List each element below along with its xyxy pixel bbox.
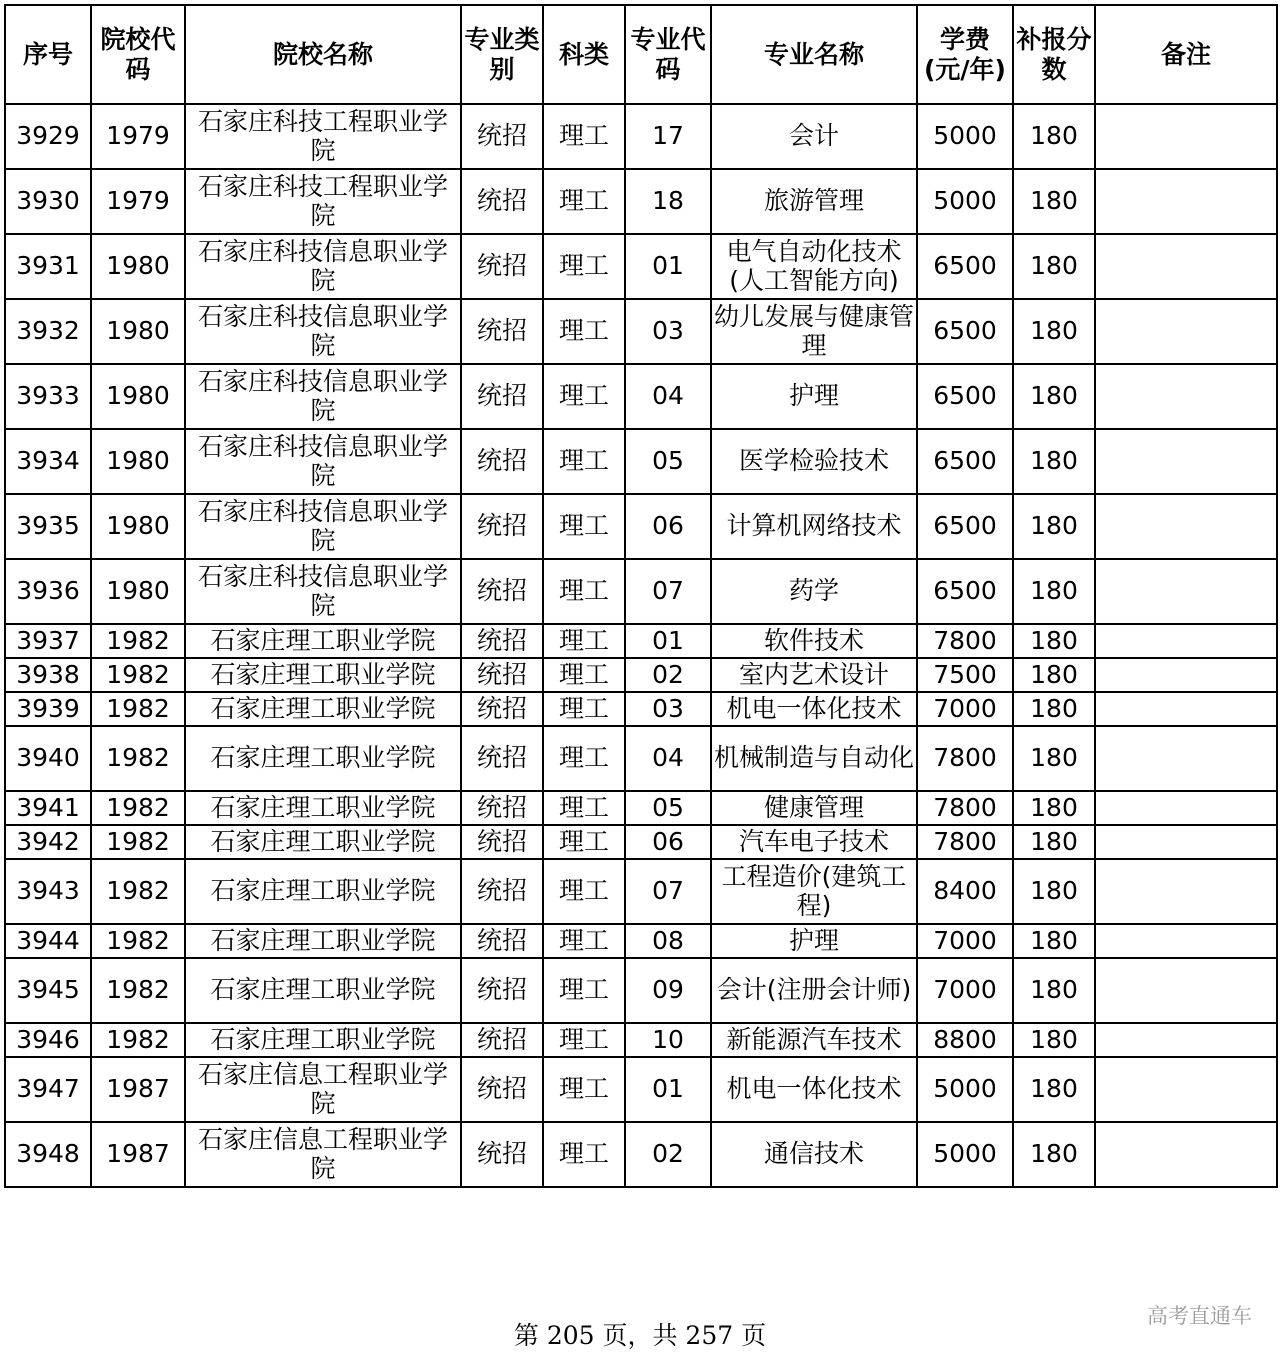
cell-major-code: 04 [625, 726, 711, 791]
cell-seq: 3938 [5, 658, 91, 692]
cell-subject: 理工 [543, 364, 625, 429]
table-row [5, 559, 1277, 624]
cell-school-code: 1982 [91, 658, 185, 692]
cell-score: 180 [1013, 234, 1095, 299]
cell-major-name: 汽车电子技术 [711, 825, 917, 859]
cell-subject: 理工 [543, 624, 625, 658]
cell-subject: 理工 [543, 658, 625, 692]
cell-school-name: 石家庄科技信息职业学院 [185, 559, 461, 624]
cell-major-code: 06 [625, 825, 711, 859]
cell-subject: 理工 [543, 559, 625, 624]
table-row [5, 692, 1277, 726]
header-note: 备注 [1095, 5, 1277, 104]
table-row [5, 859, 1277, 924]
cell-school-name: 石家庄理工职业学院 [185, 1023, 461, 1057]
admission-table [4, 4, 1278, 1188]
cell-note [1095, 559, 1277, 624]
cell-subject: 理工 [543, 924, 625, 958]
header-tuition: 学费(元/年) [917, 5, 1013, 104]
cell-major-code: 05 [625, 429, 711, 494]
cell-seq: 3932 [5, 299, 91, 364]
cell-major-code: 03 [625, 692, 711, 726]
cell-category: 统招 [461, 364, 543, 429]
cell-note [1095, 859, 1277, 924]
cell-score: 180 [1013, 364, 1095, 429]
cell-school-name: 石家庄科技信息职业学院 [185, 429, 461, 494]
cell-school-code: 1980 [91, 559, 185, 624]
cell-major-code: 06 [625, 494, 711, 559]
cell-major-code: 02 [625, 1122, 711, 1187]
cell-seq: 3947 [5, 1057, 91, 1122]
cell-subject: 理工 [543, 1023, 625, 1057]
cell-school-code: 1980 [91, 364, 185, 429]
cell-tuition: 5000 [917, 1122, 1013, 1187]
cell-subject: 理工 [543, 692, 625, 726]
cell-score: 180 [1013, 299, 1095, 364]
table-row [5, 791, 1277, 825]
cell-note [1095, 299, 1277, 364]
cell-major-name: 软件技术 [711, 624, 917, 658]
table-row [5, 104, 1277, 169]
cell-note [1095, 104, 1277, 169]
cell-category: 统招 [461, 1057, 543, 1122]
cell-major-name: 机电一体化技术 [711, 692, 917, 726]
cell-tuition: 7500 [917, 658, 1013, 692]
cell-category: 统招 [461, 859, 543, 924]
cell-note [1095, 726, 1277, 791]
cell-seq: 3942 [5, 825, 91, 859]
cell-score: 180 [1013, 1122, 1095, 1187]
cell-major-code: 17 [625, 104, 711, 169]
table-row [5, 1122, 1277, 1187]
cell-category: 统招 [461, 494, 543, 559]
cell-subject: 理工 [543, 234, 625, 299]
cell-score: 180 [1013, 791, 1095, 825]
cell-school-code: 1980 [91, 234, 185, 299]
cell-school-name: 石家庄科技信息职业学院 [185, 234, 461, 299]
cell-note [1095, 1057, 1277, 1122]
header-major-name: 专业名称 [711, 5, 917, 104]
cell-seq: 3937 [5, 624, 91, 658]
cell-tuition: 6500 [917, 364, 1013, 429]
table-row [5, 1057, 1277, 1122]
cell-subject: 理工 [543, 825, 625, 859]
cell-school-code: 1980 [91, 429, 185, 494]
cell-subject: 理工 [543, 859, 625, 924]
cell-category: 统招 [461, 1122, 543, 1187]
table-row [5, 1023, 1277, 1057]
cell-category: 统招 [461, 429, 543, 494]
cell-subject: 理工 [543, 169, 625, 234]
table-row [5, 494, 1277, 559]
cell-school-name: 石家庄信息工程职业学院 [185, 1057, 461, 1122]
cell-note [1095, 494, 1277, 559]
page-number: 第 205 页，共 257 页 [513, 1321, 767, 1350]
cell-tuition: 8800 [917, 1023, 1013, 1057]
cell-score: 180 [1013, 692, 1095, 726]
cell-tuition: 7800 [917, 726, 1013, 791]
header-row [5, 5, 1277, 104]
cell-note [1095, 364, 1277, 429]
cell-tuition: 7000 [917, 958, 1013, 1023]
cell-tuition: 7800 [917, 624, 1013, 658]
table-row [5, 726, 1277, 791]
cell-category: 统招 [461, 958, 543, 1023]
cell-seq: 3940 [5, 726, 91, 791]
table-row [5, 825, 1277, 859]
cell-subject: 理工 [543, 958, 625, 1023]
cell-major-name: 电气自动化技术(人工智能方向) [711, 234, 917, 299]
table-row [5, 234, 1277, 299]
cell-school-code: 1982 [91, 958, 185, 1023]
cell-category: 统招 [461, 1023, 543, 1057]
table-row [5, 169, 1277, 234]
cell-school-name: 石家庄理工职业学院 [185, 692, 461, 726]
cell-tuition: 6500 [917, 559, 1013, 624]
cell-major-code: 03 [625, 299, 711, 364]
cell-major-name: 幼儿发展与健康管理 [711, 299, 917, 364]
cell-major-name: 药学 [711, 559, 917, 624]
cell-tuition: 5000 [917, 169, 1013, 234]
cell-tuition: 5000 [917, 104, 1013, 169]
cell-tuition: 8400 [917, 859, 1013, 924]
cell-note [1095, 1023, 1277, 1057]
cell-seq: 3943 [5, 859, 91, 924]
cell-school-name: 石家庄理工职业学院 [185, 658, 461, 692]
cell-subject: 理工 [543, 1057, 625, 1122]
cell-major-name: 护理 [711, 924, 917, 958]
cell-school-code: 1982 [91, 924, 185, 958]
cell-note [1095, 169, 1277, 234]
cell-major-code: 07 [625, 559, 711, 624]
cell-major-code: 18 [625, 169, 711, 234]
cell-subject: 理工 [543, 726, 625, 791]
cell-note [1095, 1122, 1277, 1187]
table-row [5, 924, 1277, 958]
cell-subject: 理工 [543, 299, 625, 364]
cell-school-code: 1980 [91, 494, 185, 559]
cell-note [1095, 624, 1277, 658]
cell-school-code: 1982 [91, 825, 185, 859]
cell-score: 180 [1013, 859, 1095, 924]
cell-score: 180 [1013, 1023, 1095, 1057]
cell-school-name: 石家庄理工职业学院 [185, 924, 461, 958]
cell-category: 统招 [461, 559, 543, 624]
cell-note [1095, 429, 1277, 494]
table-row [5, 624, 1277, 658]
cell-score: 180 [1013, 1057, 1095, 1122]
cell-school-name: 石家庄科技信息职业学院 [185, 494, 461, 559]
header-major-code: 专业代码 [625, 5, 711, 104]
cell-school-code: 1982 [91, 692, 185, 726]
cell-major-code: 01 [625, 1057, 711, 1122]
cell-score: 180 [1013, 624, 1095, 658]
cell-school-name: 石家庄理工职业学院 [185, 624, 461, 658]
header-school-name: 院校名称 [185, 5, 461, 104]
cell-school-code: 1979 [91, 104, 185, 169]
cell-school-code: 1982 [91, 1023, 185, 1057]
cell-major-name: 室内艺术设计 [711, 658, 917, 692]
cell-school-code: 1980 [91, 299, 185, 364]
cell-school-name: 石家庄信息工程职业学院 [185, 1122, 461, 1187]
cell-tuition: 6500 [917, 429, 1013, 494]
cell-subject: 理工 [543, 1122, 625, 1187]
header-category: 专业类别 [461, 5, 543, 104]
cell-seq: 3946 [5, 1023, 91, 1057]
cell-category: 统招 [461, 234, 543, 299]
table-body [5, 104, 1277, 1187]
cell-score: 180 [1013, 825, 1095, 859]
header-score: 补报分数 [1013, 5, 1095, 104]
cell-score: 180 [1013, 429, 1095, 494]
cell-note [1095, 791, 1277, 825]
cell-school-code: 1982 [91, 859, 185, 924]
cell-tuition: 7000 [917, 924, 1013, 958]
cell-school-code: 1987 [91, 1122, 185, 1187]
cell-school-code: 1987 [91, 1057, 185, 1122]
cell-major-name: 机电一体化技术 [711, 1057, 917, 1122]
cell-subject: 理工 [543, 791, 625, 825]
cell-school-name: 石家庄科技信息职业学院 [185, 364, 461, 429]
cell-category: 统招 [461, 624, 543, 658]
cell-tuition: 7800 [917, 825, 1013, 859]
cell-subject: 理工 [543, 494, 625, 559]
cell-major-name: 旅游管理 [711, 169, 917, 234]
cell-major-code: 09 [625, 958, 711, 1023]
cell-score: 180 [1013, 958, 1095, 1023]
cell-note [1095, 825, 1277, 859]
cell-score: 180 [1013, 104, 1095, 169]
cell-major-code: 08 [625, 924, 711, 958]
cell-major-code: 01 [625, 234, 711, 299]
cell-seq: 3935 [5, 494, 91, 559]
cell-category: 统招 [461, 692, 543, 726]
table-row [5, 658, 1277, 692]
table-row [5, 364, 1277, 429]
table-row [5, 958, 1277, 1023]
cell-major-name: 医学检验技术 [711, 429, 917, 494]
cell-major-code: 02 [625, 658, 711, 692]
cell-seq: 3941 [5, 791, 91, 825]
cell-school-code: 1979 [91, 169, 185, 234]
cell-category: 统招 [461, 658, 543, 692]
cell-seq: 3948 [5, 1122, 91, 1187]
cell-school-code: 1982 [91, 726, 185, 791]
cell-major-name: 护理 [711, 364, 917, 429]
cell-score: 180 [1013, 494, 1095, 559]
cell-seq: 3934 [5, 429, 91, 494]
cell-major-name: 新能源汽车技术 [711, 1023, 917, 1057]
cell-score: 180 [1013, 559, 1095, 624]
cell-school-name: 石家庄科技信息职业学院 [185, 299, 461, 364]
cell-seq: 3930 [5, 169, 91, 234]
cell-score: 180 [1013, 726, 1095, 791]
cell-seq: 3939 [5, 692, 91, 726]
cell-category: 统招 [461, 825, 543, 859]
cell-tuition: 7000 [917, 692, 1013, 726]
cell-note [1095, 924, 1277, 958]
header-school-code: 院校代码 [91, 5, 185, 104]
cell-major-code: 01 [625, 624, 711, 658]
cell-major-name: 工程造价(建筑工程) [711, 859, 917, 924]
cell-seq: 3944 [5, 924, 91, 958]
header-seq: 序号 [5, 5, 91, 104]
cell-major-code: 05 [625, 791, 711, 825]
cell-major-name: 机械制造与自动化 [711, 726, 917, 791]
cell-seq: 3929 [5, 104, 91, 169]
cell-school-name: 石家庄理工职业学院 [185, 859, 461, 924]
cell-category: 统招 [461, 924, 543, 958]
cell-school-code: 1982 [91, 791, 185, 825]
cell-school-name: 石家庄理工职业学院 [185, 791, 461, 825]
cell-major-name: 会计(注册会计师) [711, 958, 917, 1023]
cell-note [1095, 658, 1277, 692]
cell-score: 180 [1013, 658, 1095, 692]
cell-major-code: 10 [625, 1023, 711, 1057]
cell-tuition: 6500 [917, 299, 1013, 364]
cell-note [1095, 958, 1277, 1023]
cell-note [1095, 692, 1277, 726]
cell-note [1095, 234, 1277, 299]
cell-category: 统招 [461, 726, 543, 791]
cell-school-name: 石家庄理工职业学院 [185, 726, 461, 791]
cell-tuition: 6500 [917, 234, 1013, 299]
cell-category: 统招 [461, 299, 543, 364]
header-subject: 科类 [543, 5, 625, 104]
cell-school-code: 1982 [91, 624, 185, 658]
cell-major-name: 通信技术 [711, 1122, 917, 1187]
cell-subject: 理工 [543, 104, 625, 169]
cell-category: 统招 [461, 169, 543, 234]
cell-major-code: 04 [625, 364, 711, 429]
cell-score: 180 [1013, 924, 1095, 958]
table-row [5, 429, 1277, 494]
cell-tuition: 7800 [917, 791, 1013, 825]
cell-school-name: 石家庄理工职业学院 [185, 825, 461, 859]
cell-category: 统招 [461, 791, 543, 825]
cell-seq: 3931 [5, 234, 91, 299]
cell-school-name: 石家庄科技工程职业学院 [185, 169, 461, 234]
cell-major-code: 07 [625, 859, 711, 924]
cell-category: 统招 [461, 104, 543, 169]
cell-school-name: 石家庄科技工程职业学院 [185, 104, 461, 169]
cell-seq: 3945 [5, 958, 91, 1023]
cell-score: 180 [1013, 169, 1095, 234]
table-row [5, 299, 1277, 364]
cell-major-name: 计算机网络技术 [711, 494, 917, 559]
cell-tuition: 6500 [917, 494, 1013, 559]
cell-subject: 理工 [543, 429, 625, 494]
cell-major-name: 健康管理 [711, 791, 917, 825]
watermark: 高考直通车 [1147, 1304, 1252, 1328]
cell-school-name: 石家庄理工职业学院 [185, 958, 461, 1023]
cell-major-name: 会计 [711, 104, 917, 169]
cell-seq: 3933 [5, 364, 91, 429]
cell-seq: 3936 [5, 559, 91, 624]
cell-tuition: 5000 [917, 1057, 1013, 1122]
